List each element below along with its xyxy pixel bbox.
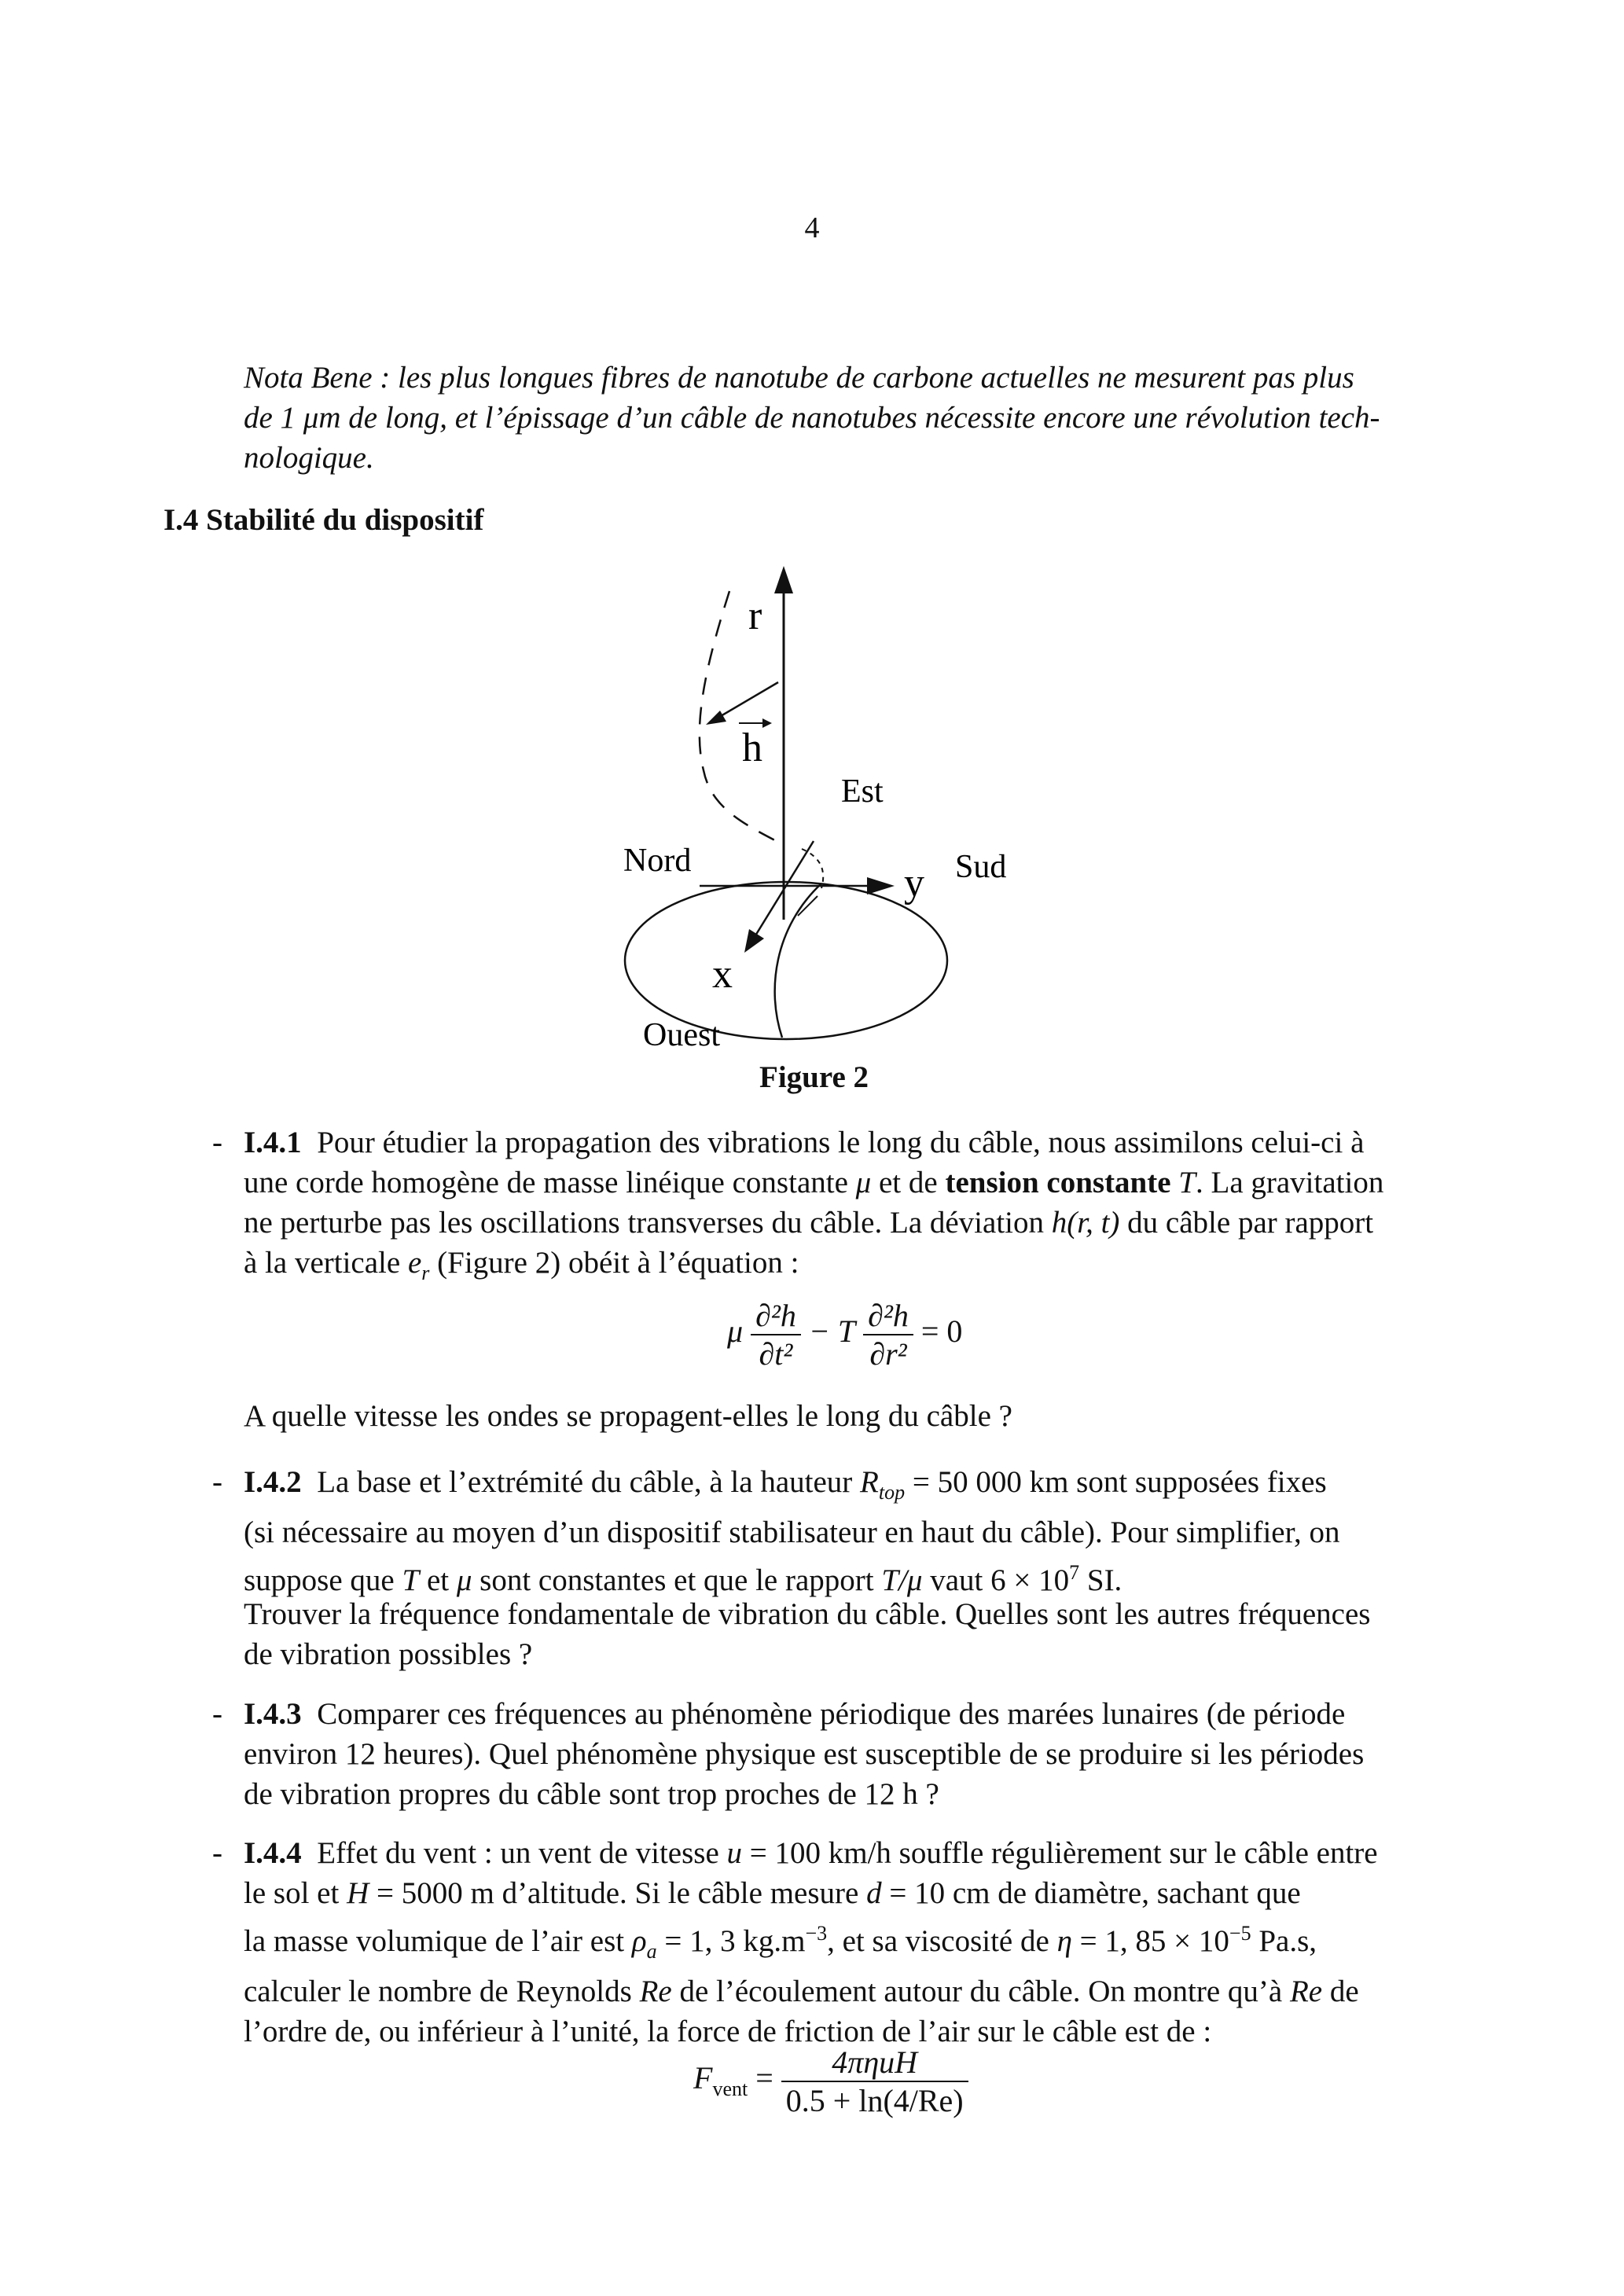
question-i-4-2 [212,1462,1474,1597]
symbol-T-over-mu: T/μ [881,1563,923,1597]
text-line: Trouver la fréquence fondamentale de vibration du câble. Quelles sont les autres fréquences [244,1597,1371,1631]
eq-equals-zero: = 0 [920,1313,963,1350]
text-line: une corde homogène de masse linéique constante [244,1166,848,1199]
label-y: y [904,861,924,906]
question-i-4-1 [212,1122,1474,1295]
text-line: Pour étudier la propagation des vibrations le long du câble, nous assimilons celui-ci à [317,1126,1365,1159]
earth-surface-ellipse [625,882,947,1039]
text-line: SI. [1086,1563,1122,1597]
text-line: . La gravitation [1196,1166,1384,1199]
symbol-mu: μ [456,1563,472,1597]
text-line: , et sa viscosité de [827,1924,1049,1958]
force-equation [693,2044,968,2119]
text-line: de vibration possibles ? [244,1637,533,1671]
symbol-e-r: $e_r$ [407,1246,430,1284]
eq-frac-t: $\frac{\text{∂²h}}{\text{∂t²}}$ [751,1297,801,1372]
exponent: −5 [1229,1922,1251,1945]
bullet-dash: - [212,1697,222,1731]
label-ouest: Ouest [643,1017,720,1053]
text-line: = 5000 m d’altitude. Si le câble mesure [376,1876,859,1910]
text-line: = 10 cm de diamètre, sachant que [889,1876,1301,1910]
eq-F-vent: $F_{vent}$ [693,2060,748,2101]
text-line: de [1329,1974,1359,2008]
symbol-u: u [726,1836,743,1870]
question-number: I.4.1 [244,1126,302,1159]
text-line: sont constantes et que le rapport [479,1563,874,1597]
eq-frac-force: $\frac{\text{4πηuH}}{0.5 + \ln(4/Re)}$ [781,2044,968,2119]
text-line: La base et l’extrémité du câble, à la hauteur [317,1465,853,1499]
question-number: I.4.4 [244,1836,302,1870]
text-line: (Figure 2) obéit à l’équation : [437,1246,799,1280]
bullet-dash: - [212,1836,222,1870]
text-line: = 50 000 km sont supposées fixes [912,1465,1327,1499]
symbol-H: H [347,1876,369,1910]
label-x: x [712,952,733,997]
text-line: Comparer ces fréquences au phénomène périodique des marées lunaires (de période [317,1697,1346,1731]
text-line: vaut 6 × 10 [930,1563,1070,1597]
h-vector-arrowhead [706,711,726,725]
wave-equation [727,1297,962,1372]
text-line: = 1, 85 × 10 [1079,1924,1229,1958]
symbol-eta: η [1056,1924,1072,1958]
text-line: (si nécessaire au moyen d’un dispositif stabilisateur en haut du câble). Pour simplifier, on [244,1515,1340,1549]
eq-mu: μ [727,1313,744,1350]
eq-minus-T: − T [808,1313,856,1350]
text-line: Effet du vent : un vent de vitesse [317,1836,719,1870]
symbol-T: T [1178,1166,1196,1199]
bullet-dash: - [212,1465,222,1499]
r-axis-arrowhead [774,566,793,593]
section-title: I.4 Stabilité du dispositif [164,503,484,537]
text-line: = 1, 3 kg.m [664,1924,806,1958]
question-number: I.4.2 [244,1465,302,1499]
meridian-curve [775,884,821,1038]
symbol-Re: Re [639,1974,672,2008]
exponent: −3 [805,1922,828,1945]
nota-line-2: de 1 μm de long, et l’épissage d’un câble de nanotubes nécessite encore une révolution tech- [244,401,1380,435]
text-line: l’ordre de, ou inférieur à l’unité, la force de friction de l’air sur le câble est de : [244,2014,1212,2048]
text-line: à la verticale [244,1246,401,1280]
question-i-4-4 [212,1833,1474,2048]
label-h: h [742,726,762,770]
text-line: ne perturbe pas les oscillations transverses du câble. La déviation [244,1206,1044,1240]
label-r: r [748,593,762,638]
eq-equals: = [755,2060,773,2096]
bullet-dash: - [212,1126,222,1159]
text-line: et de [878,1166,938,1199]
nota-line-1: Nota Bene : les plus longues fibres de nanotube de carbone actuelles ne mesurent pas plus [244,361,1354,395]
exponent: 7 [1069,1560,1080,1584]
question-i-4-1-ask: A quelle vitesse les ondes se propagent-elles le long du câble ? [244,1399,1012,1433]
text-line: de l’écoulement autour du câble. On montre qu’à [679,1974,1283,2008]
text-line: calculer le nombre de Reynolds [244,1974,632,2008]
text-line: le sol et [244,1876,340,1910]
bold-phrase: tension constante [945,1166,1171,1199]
eq-frac-r: $\frac{\text{∂²h}}{\text{∂r²}}$ [863,1297,913,1372]
symbol-Re: Re [1289,1974,1323,2008]
symbol-h-rt: h(r, t) [1051,1206,1120,1240]
symbol-rho-a: $\rho_a$ [631,1924,657,1963]
label-sud: Sud [955,849,1007,885]
h-overarrow-head [762,718,772,728]
text-line: de vibration propres du câble sont trop proches de 12 h ? [244,1777,939,1811]
x-axis-arrowhead [744,929,764,953]
label-nord: Nord [623,843,692,879]
text-line: la masse volumique de l’air est [244,1924,625,1958]
y-axis-arrowhead [867,877,895,895]
label-est: Est [841,773,884,810]
nota-line-3: nologique. [244,441,374,475]
question-number: I.4.3 [244,1697,302,1731]
symbol-R-top: $R_{top}$ [860,1465,906,1504]
symbol-mu: μ [855,1166,872,1199]
question-i-4-2-part-2 [244,1594,1474,1674]
question-i-4-3 [212,1694,1474,1820]
text-line: du câble par rapport [1127,1206,1374,1240]
deformed-cable-dashed [700,591,784,845]
symbol-T: T [402,1563,420,1597]
page-number: 4 [804,211,820,244]
symbol-d: d [866,1876,882,1910]
text-line: et [426,1563,450,1597]
text-line: Pa.s, [1258,1924,1317,1958]
text-line: suppose que [244,1563,395,1597]
figure-caption: Figure 2 [759,1060,869,1094]
x-axis [751,841,814,943]
text-line: = 100 km/h souffle régulièrement sur le câble entre [749,1836,1378,1870]
text-line: environ 12 heures). Quel phénomène physique est susceptible de se produire si les périodes [244,1737,1365,1771]
